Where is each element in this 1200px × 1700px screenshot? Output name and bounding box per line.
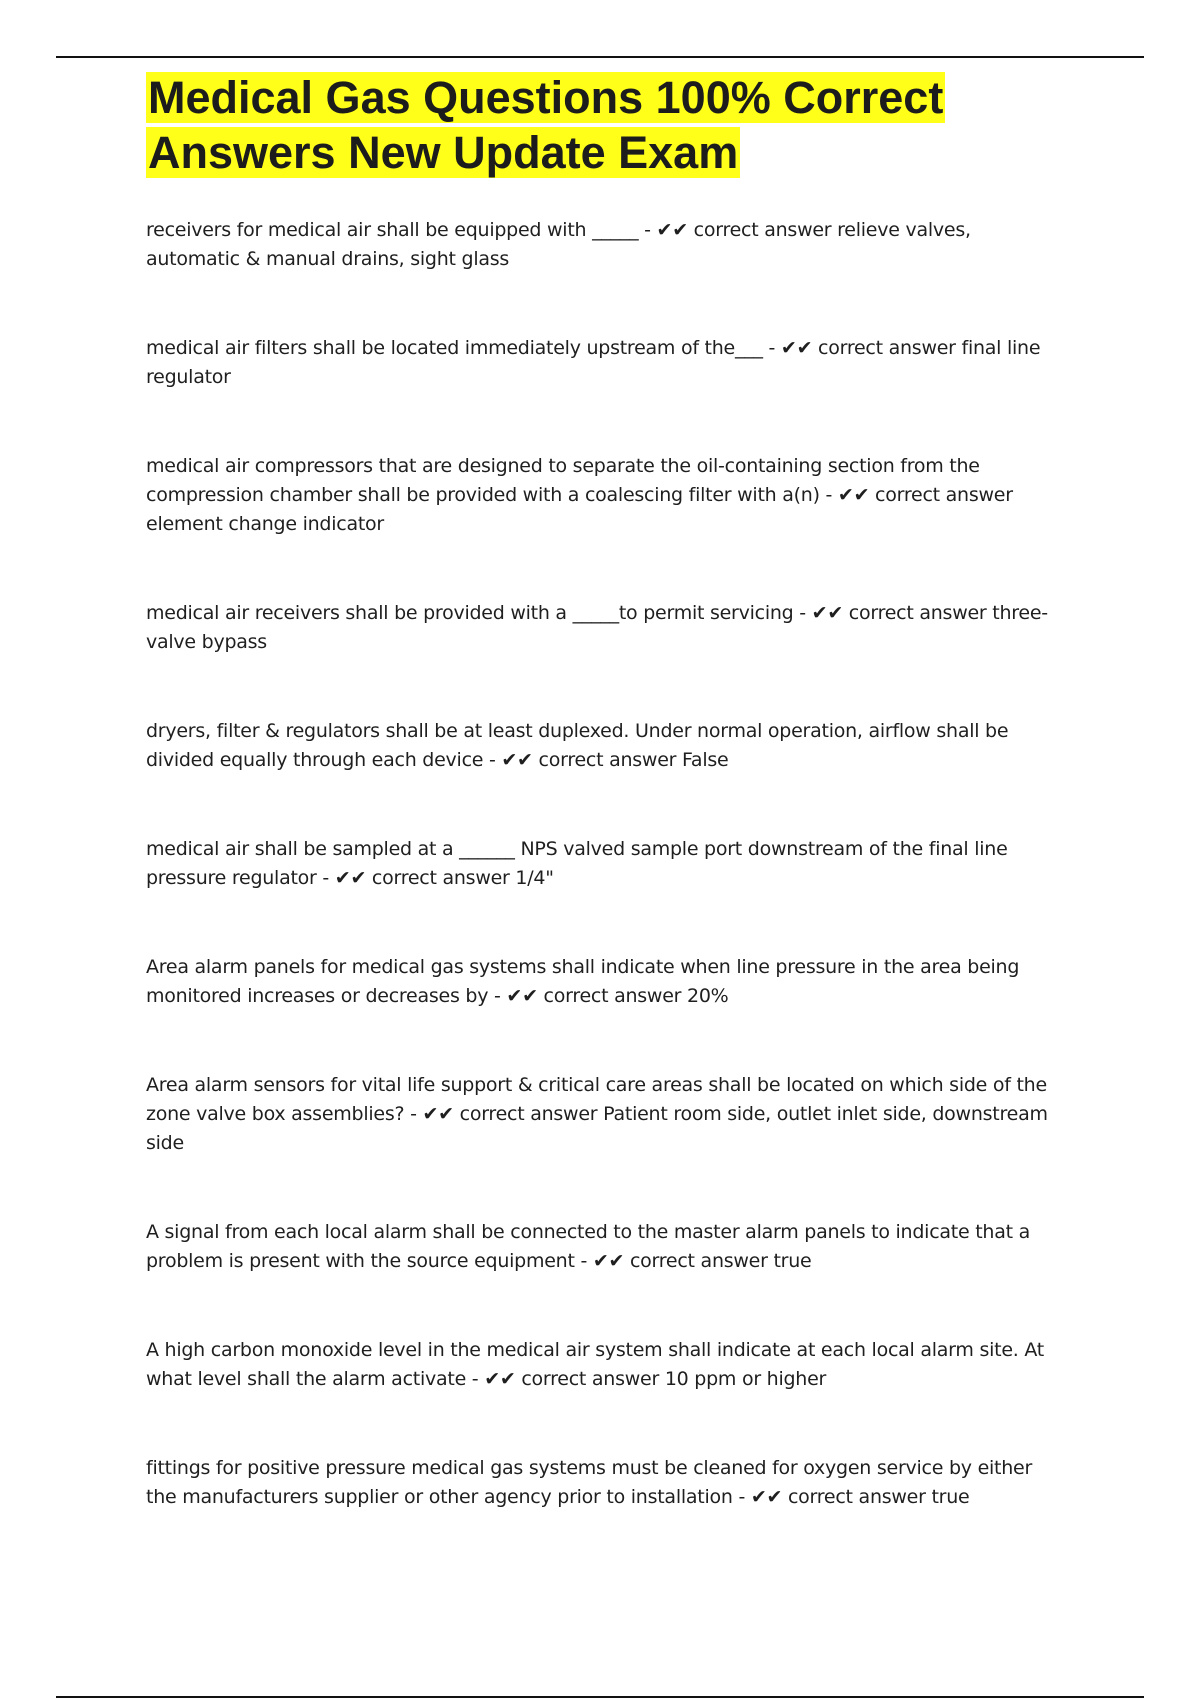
qa-item: dryers, filter & regulators shall be at least duplexed. Under normal operation, airflow shall be divided equally through each device - ✔✔ correct answer False bbox=[146, 720, 1009, 771]
bottom-rule bbox=[56, 1696, 1144, 1698]
qa-item: medical air receivers shall be provided with a _____to permit servicing - ✔✔ correct answer three-valve bypass bbox=[146, 602, 1048, 653]
qa-item: receivers for medical air shall be equipped with _____ - ✔✔ correct answer relieve valves, automatic & manual drains, sight glass bbox=[146, 219, 971, 270]
document-title bbox=[146, 70, 1066, 180]
qa-item: medical air shall be sampled at a ______ NPS valved sample port downstream of the final line pressure regulator - ✔✔ correct answer 1/4" bbox=[146, 838, 1008, 889]
title-text: Medical Gas Questions 100% Correct Answers New Update Exam bbox=[148, 72, 944, 178]
qa-list bbox=[146, 216, 1066, 1512]
qa-item: medical air compressors that are designed to separate the oil-containing section from the compression chamber shall be provided with a coalescing filter with a(n) - ✔✔ correct answer element change indicator bbox=[146, 455, 1013, 535]
qa-item: Area alarm panels for medical gas systems shall indicate when line pressure in the area being monitored increases or decreases by - ✔✔ correct answer 20% bbox=[146, 956, 1020, 1007]
qa-item: A signal from each local alarm shall be connected to the master alarm panels to indicate that a problem is present with the source equipment - ✔✔ correct answer true bbox=[146, 1221, 1030, 1272]
qa-item: medical air filters shall be located immediately upstream of the___ - ✔✔ correct answer final line regulator bbox=[146, 337, 1041, 388]
document-body bbox=[146, 70, 1066, 1572]
qa-item: Area alarm sensors for vital life support & critical care areas shall be located on which side of the zone valve box assemblies? - ✔✔ correct answer Patient room side, outlet inlet side, downstream side bbox=[146, 1074, 1048, 1154]
qa-item: fittings for positive pressure medical gas systems must be cleaned for oxygen service by either the manufacturers supplier or other agency prior to installation - ✔✔ correct answer true bbox=[146, 1457, 1033, 1508]
qa-item: A high carbon monoxide level in the medical air system shall indicate at each local alarm site. At what level shall the alarm activate - ✔✔ correct answer 10 ppm or higher bbox=[146, 1339, 1044, 1390]
top-rule bbox=[56, 56, 1144, 58]
